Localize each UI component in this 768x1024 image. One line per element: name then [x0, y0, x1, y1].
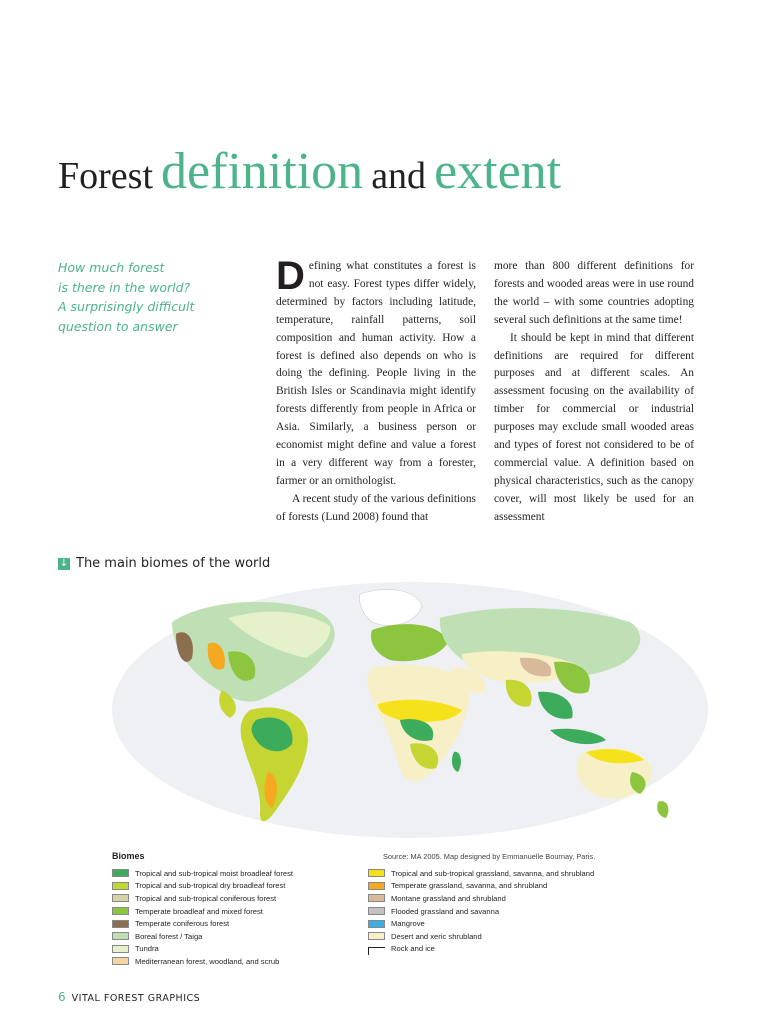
- legend-item: [368, 892, 594, 905]
- map-heading: [58, 556, 270, 571]
- legend-item: [112, 892, 293, 905]
- legend-item: [368, 867, 594, 880]
- arrow-down-icon: ↓: [59, 557, 69, 569]
- body-column-1: [276, 254, 476, 527]
- legend-swatch: [112, 894, 129, 902]
- legend-swatch: [112, 869, 129, 877]
- page-number: 6: [58, 990, 67, 1004]
- legend-label: Temperate grassland, savanna, and shrubland: [391, 881, 548, 891]
- intro-line: is there in the world?: [58, 279, 191, 295]
- map-source: Source: MA 2005. Map designed by Emmanuelle Bournay, Paris.: [383, 852, 596, 861]
- legend-label: Tropical and sub-tropical grassland, savanna, and shrubland: [391, 868, 595, 878]
- legend-label: Tundra: [135, 944, 159, 954]
- legend-swatch: [112, 945, 129, 953]
- legend-label: Mediterranean forest, woodland, and scrub: [135, 956, 280, 966]
- title-word-and: and: [371, 155, 427, 197]
- legend-item: [368, 905, 594, 918]
- title-word-forest: Forest: [58, 155, 153, 197]
- legend-swatch: [112, 920, 129, 928]
- body-paragraph: It should be kept in mind that different definitions are required for different purposes and at different scales. An assessment focusing on the availability of timber for commercial or industrial purposes may exclude small wooded areas and types of forest not considered to be of commercial value. A definition based on physical characteristics, such as the canopy cover, will most likely be used for an assessment: [494, 331, 694, 523]
- legend-label: Boreal forest / Taiga: [135, 931, 203, 941]
- legend-item: [368, 917, 594, 930]
- land-new-zealand: [657, 801, 668, 818]
- legend-item: [112, 955, 293, 968]
- world-biome-map: [110, 582, 710, 844]
- publication-name: VITAL FOREST GRAPHICS: [71, 993, 201, 1004]
- title-word-definition: definition: [161, 143, 364, 200]
- legend-item: [368, 930, 594, 943]
- legend-swatch: [368, 932, 385, 940]
- legend-label: Temperate broadleaf and mixed forest: [135, 906, 263, 916]
- legend-item: [112, 943, 293, 956]
- legend-label: Flooded grassland and savanna: [391, 906, 500, 916]
- legend-swatch: [368, 907, 385, 915]
- page-footer: [58, 990, 200, 1004]
- page-title: [58, 143, 562, 200]
- body-paragraph: A recent study of the various definitions of forests (Lund 2008) found that: [276, 492, 476, 523]
- intro-line: How much forest: [58, 260, 165, 275]
- intro-tagline: [58, 258, 258, 336]
- legend-swatch: [368, 920, 385, 928]
- legend-right: [368, 867, 594, 955]
- legend-item: [368, 880, 594, 893]
- body-paragraph: [276, 254, 476, 491]
- legend-swatch: [112, 932, 129, 940]
- legend-swatch: [368, 869, 385, 877]
- legend-swatch: [112, 882, 129, 890]
- title-word-extent: extent: [434, 143, 562, 200]
- intro-line: A surprisingly difficult: [58, 299, 195, 314]
- legend-label: Temperate coniferous forest: [135, 919, 230, 929]
- legend-item: [112, 917, 293, 930]
- legend-item: [112, 930, 293, 943]
- legend-title: Biomes: [112, 851, 145, 861]
- legend-swatch: [112, 907, 129, 915]
- map-heading-text: The main biomes of the world: [76, 556, 271, 571]
- legend-swatch: [368, 947, 385, 955]
- legend-item: [368, 943, 594, 956]
- legend-label: Desert and xeric shrubland: [391, 931, 482, 941]
- legend-label: Mangrove: [391, 919, 425, 929]
- intro-line: question to answer: [58, 318, 178, 334]
- legend-label: Tropical and sub-tropical coniferous forest: [135, 893, 277, 903]
- drop-cap: D: [276, 254, 305, 298]
- legend-label: Tropical and sub-tropical dry broadleaf forest: [135, 881, 286, 891]
- legend-swatch: [368, 882, 385, 890]
- legend-swatch: [368, 894, 385, 902]
- legend-item: [112, 905, 293, 918]
- body-paragraph: more than 800 different definitions for forests and wooded areas were in use round the world – with some countries adopting several such definitions at the same time!: [494, 260, 694, 326]
- legend-left: [112, 867, 293, 968]
- legend-item: [112, 867, 293, 880]
- body-column-2: [494, 258, 694, 527]
- legend-label: Montane grassland and shrubland: [391, 893, 506, 903]
- legend-item: [112, 880, 293, 893]
- legend-label: Rock and ice: [391, 944, 435, 954]
- legend-label: Tropical and sub-tropical moist broadleaf forest: [135, 868, 293, 878]
- paragraph-text: efining what constitutes a forest is not easy. Forest types differ widely, determined by factors including latitude, temperature, rainfall patterns, soil composition and human activity. How a forest is defined also depends on who is doing the defining. People living in the British Isles or Scandinavia might identify forests differently from people in Africa or Asia. Similarly, a business person or economist might define and value a forest in a very different way from a forester, farmer or an ornithologist.: [276, 260, 476, 487]
- legend-swatch: [112, 957, 129, 965]
